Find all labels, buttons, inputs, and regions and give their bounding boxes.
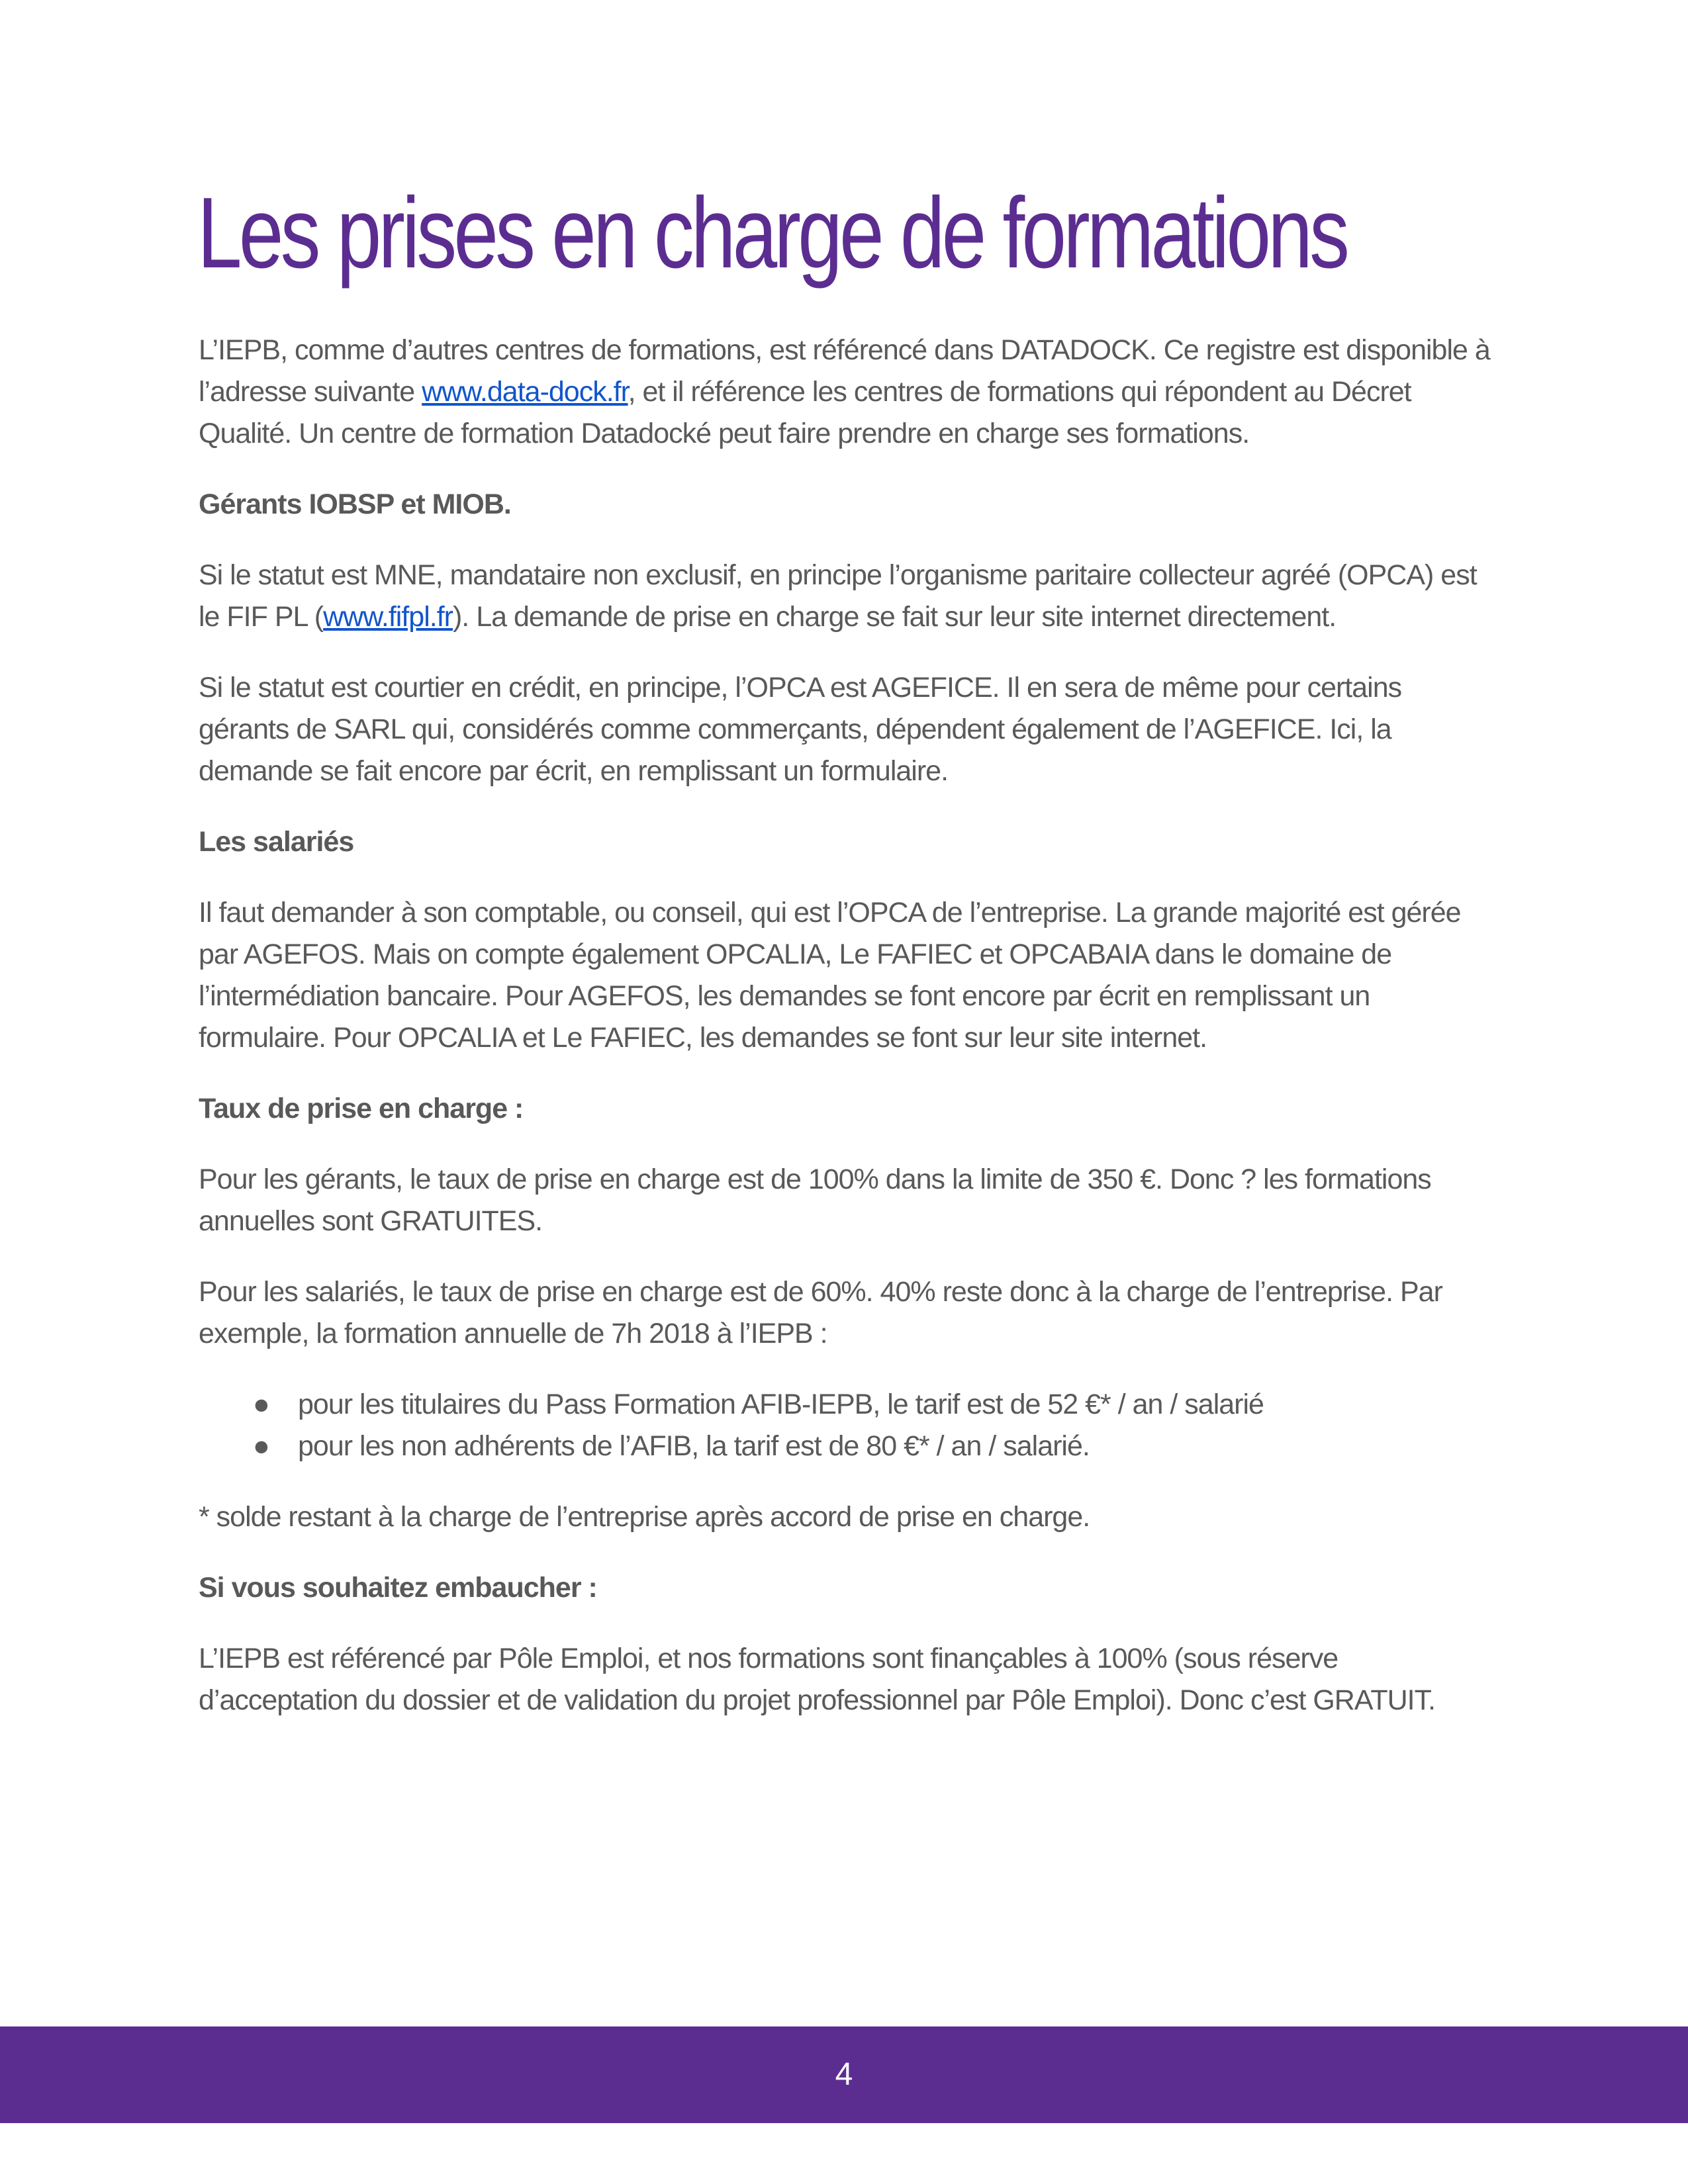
intro-text-end: , et il référence les centres de formations qui répondent au Décret Qualité. Un centre de formation Datadocké peut faire prendre en charge ses formations.: [199, 376, 1411, 449]
bullet-item-non-adherents: [199, 1426, 1496, 1467]
gerants-heading: Gérants IOBSP et MIOB.: [199, 488, 511, 520]
bullet-text: pour les titulaires du Pass Formation AFIB-IEPB, le tarif est de 52 €* / an / salarié: [298, 1388, 1264, 1420]
gerants-mne-text-end: ). La demande de prise en charge se fait sur leur site internet directement.: [452, 601, 1336, 633]
taux-salaries-paragraph: Pour les salariés, le taux de prise en charge est de 60%. 40% reste donc à la charge de l’entreprise. Par exemple, la formation annuelle de 7h 2018 à l’IEPB :: [199, 1276, 1442, 1349]
footer-bar: [0, 2026, 1688, 2123]
document-body: [199, 330, 1496, 1751]
page-title: Les prises en charge de formations: [197, 177, 1347, 289]
footnote: * solde restant à la charge de l’entreprise après accord de prise en charge.: [199, 1501, 1090, 1533]
bullet-dot-icon: ●: [253, 1388, 269, 1420]
taux-heading: Taux de prise en charge :: [199, 1093, 524, 1124]
datadock-link[interactable]: www.data-dock.fr: [422, 376, 628, 408]
bullet-item-pass-formation: [199, 1384, 1496, 1426]
embaucher-paragraph: L’IEPB est référencé par Pôle Emploi, et nos formations sont finançables à 100% (sous réserve d’acceptation du dossier et de validation du projet professionnel par Pôle Emploi). Donc c’est GRATUIT.: [199, 1643, 1436, 1716]
tarif-bullet-list: [199, 1384, 1496, 1467]
salaries-paragraph: Il faut demander à son comptable, ou conseil, qui est l’OPCA de l’entreprise. La grande majorité est gérée par AGEFOS. Mais on compte également OPCALIA, Le FAFIEC et OPCABAIA dans le domaine de l’intermédiation bancaire. Pour AGEFOS, les demandes se font encore par écrit en remplissant un formulaire. Pour OPCALIA et Le FAFIEC, les demandes se font sur leur site internet.: [199, 897, 1461, 1054]
page-number: 4: [835, 2057, 853, 2092]
gerants-mne-text-start: Si le statut est MNE, mandataire non exclusif, en principe l’organisme paritaire collecteur agréé (OPCA) est le FIF PL (: [199, 559, 1477, 633]
bullet-dot-icon: ●: [253, 1430, 269, 1462]
taux-gerants-paragraph: Pour les gérants, le taux de prise en charge est de 100% dans la limite de 350 €. Donc ? les formations annuelles sont GRATUITES.: [199, 1163, 1431, 1237]
intro-paragraph: [199, 330, 1496, 455]
gerants-mne-paragraph: [199, 555, 1496, 638]
intro-text-start: L’IEPB, comme d’autres centres de formations, est référencé dans DATADOCK. Ce registre est disponible à l’adresse suivante: [199, 334, 1490, 408]
gerants-courtier-paragraph: Si le statut est courtier en crédit, en principe, l’OPCA est AGEFICE. Il en sera de même pour certains gérants de SARL qui, considérés comme commerçants, dépendent également de l’AGEFICE. Ici, la demande se fait encore par écrit, en remplissant un formulaire.: [199, 672, 1402, 787]
salaries-heading: Les salariés: [199, 826, 354, 858]
fifpl-link[interactable]: www.fifpl.fr: [323, 601, 453, 633]
bullet-text: pour les non adhérents de l’AFIB, la tarif est de 80 €* / an / salarié.: [298, 1430, 1090, 1462]
embaucher-heading: Si vous souhaitez embaucher :: [199, 1572, 597, 1604]
